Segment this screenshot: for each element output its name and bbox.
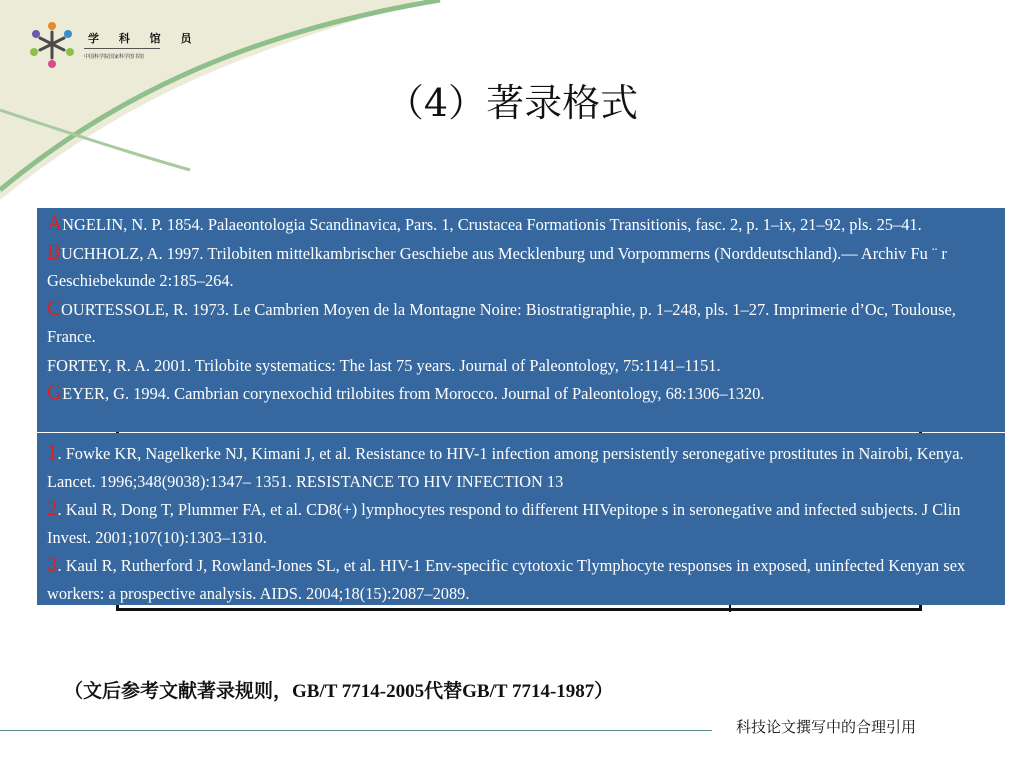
reference-entry [47,295,995,351]
name-year-references-block [37,208,1005,432]
logo [26,20,226,72]
reference-text: OURTESSOLE, R. 1973. Le Cambrien Moyen de la Montagne Noire: Biostratigraphie, p. 1–248, pls. 1–27. Imprimerie d’Oc, Toulouse, France. [47,299,956,346]
reference-initial: G [47,380,63,404]
reference-initial: C [47,295,62,320]
reference-number: 1 [47,440,58,464]
logo-subtitle: 中国科学院国家科学图书馆 [84,54,145,60]
reference-entry [47,210,995,239]
standard-caption: （文后参考文献著录规则，GB/T 7714-2005代替GB/T 7714-1987） [64,681,614,702]
reference-text: . Kaul R, Rutherford J, Rowland-Jones SL, et al. HIV-1 Env-specific cytotoxic Tlymphocyte responses in exposed, uninfected Kenyan sex workers: a prospective analysis. AIDS. 2004;18(15):2087–2089. [47,556,966,603]
reference-text: EYER, G. 1994. Cambrian corynexochid trilobites from Morocco. Journal of Paleontology, 68:1306–1320. [62,384,765,403]
footer-text: 科技论文撰写中的合理引用 [736,718,917,736]
reference-entry [47,439,995,495]
numbered-references-block [37,433,1005,605]
reference-text: . Fowke KR, Nagelkerke NJ, Kimani J, et al. Resistance to HIV-1 infection among persistently seronegative prostitutes in Nairobi, Kenya. Lancet. 1996;348(9038):1347– 1351. RESISTANCE TO HIV INFECTION 13 [47,444,964,491]
slide-title: （4）著录格式 [385,81,639,125]
reference-entry [47,495,995,551]
reference-entry [47,551,995,607]
reference-text: UCHHOLZ, A. 1997. Trilobiten mittelkambrischer Geschiebe aus Mecklenburg und Vorpommerns (Norddeutschland).— Archiv Fu ¨ r Geschiebekunde 2:185–264. [47,243,947,290]
reference-text: NGELIN, N. P. 1854. Palaeontologia Scandinavica, Pars. 1, Crustacea Formationis Transitionis, fasc. 2, p. 1–ix, 21–92, pls. 25–41. [62,215,922,234]
reference-entry [47,379,995,408]
reference-number: 2 [47,496,58,520]
footer-divider [0,730,712,731]
reference-initial: B [47,239,62,264]
logo-title: 学 科 馆 员 [88,32,200,45]
reference-entry [47,239,995,295]
reference-text: FORTEY, R. A. 2001. Trilobite systematics: The last 75 years. Journal of Paleontology, 75:1141–1151. [47,355,721,375]
reference-entry [47,351,995,380]
logo-divider [84,48,160,49]
reference-text: . Kaul R, Dong T, Plummer FA, et al. CD8(+) lymphocytes respond to different HIVepitope s in seronegative and infected subjects. J Clin Invest. 2001;107(10):1303–1310. [47,500,961,547]
people-circle-icon [26,20,78,70]
reference-number: 3 [47,552,58,576]
reference-initial: A [47,211,63,235]
